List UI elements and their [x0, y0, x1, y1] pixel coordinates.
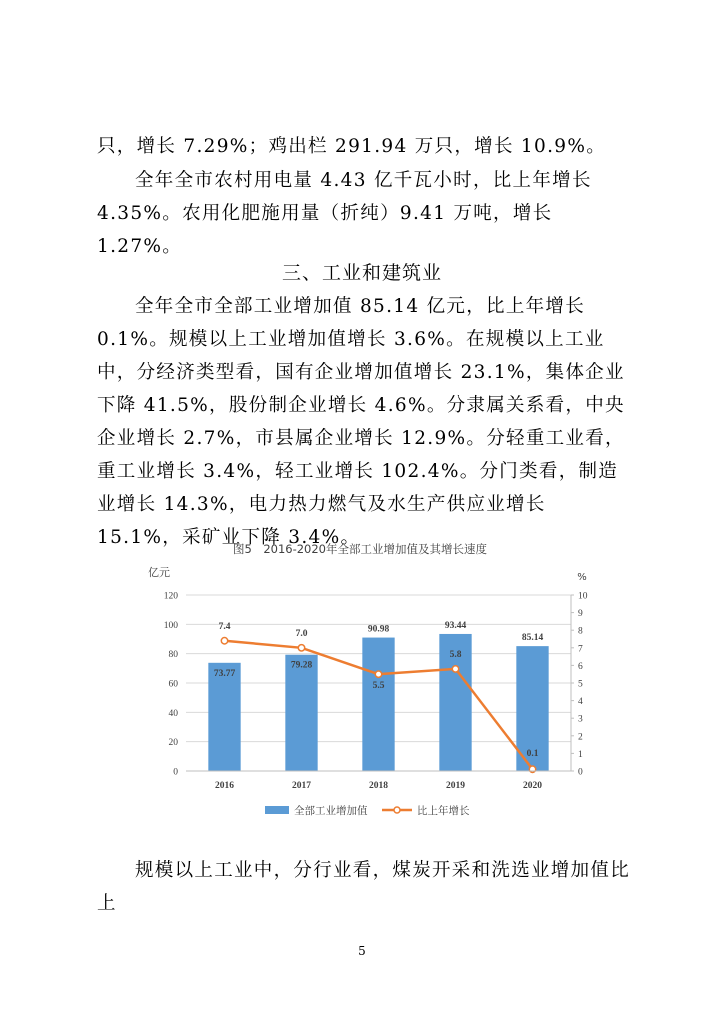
- category-label: 2018: [369, 781, 388, 791]
- bar-value-label: 93.44: [444, 620, 467, 631]
- chart-title: 图5 2016-2020年全部工业增加值及其增长速度: [233, 542, 487, 556]
- right-tick-label: 7: [578, 644, 583, 655]
- bar-value-label: 85.14: [521, 633, 544, 644]
- left-tick-label: 80: [168, 650, 178, 661]
- left-tick-label: 100: [163, 620, 178, 631]
- growth-value-label: 5.5: [372, 681, 385, 692]
- legend-bar-label: 全部工业增加值: [294, 805, 368, 817]
- bar-value-label: 79.28: [290, 660, 313, 671]
- left-tick-label: 60: [168, 679, 178, 690]
- growth-value-label: 7.0: [295, 628, 308, 639]
- right-tick-label: 0: [578, 767, 583, 778]
- growth-value-label: 7.4: [218, 621, 231, 632]
- paragraph-industry: 全年全市全部工业增加值 85.14 亿元，比上年增长 0.1%。规模以上工业增加值增长 3.6%。在规模以上工业中，分经济类型看，国有企业增加值增长 23.1%，集体企业下降 41.5%，股份制企业增长 4.6%。分隶属关系看，中央企业增长 2.7%，市县属企业增长 12.9%。分轻重工业看，重工业增长 3.4%，轻工业增长 102.4%。分门类看，制造业增长 14.3%，电力热力燃气及水生产供应业增长 15.1%，采矿业下降 3.4%。: [97, 296, 625, 548]
- left-tick-label: 20: [168, 738, 178, 749]
- bar-value-label: 90.98: [367, 624, 390, 635]
- right-axis-unit: %: [577, 572, 587, 583]
- category-label: 2016: [215, 781, 234, 791]
- growth-value-label: 5.8: [449, 649, 462, 660]
- industry-chart: [140, 536, 600, 826]
- bar-value-label: 73.77: [213, 668, 236, 679]
- section-heading: 三、工业和建筑业: [281, 262, 442, 284]
- right-tick-label: 8: [578, 626, 583, 637]
- right-tick-label: 5: [578, 679, 583, 690]
- right-tick-label: 1: [578, 749, 583, 760]
- category-label: 2020: [523, 781, 542, 791]
- category-label: 2017: [292, 781, 311, 791]
- legend-bar-swatch: [265, 806, 289, 814]
- right-tick-label: 4: [578, 697, 583, 708]
- left-tick-label: 0: [173, 767, 178, 778]
- legend-line-marker: [394, 807, 400, 813]
- growth-point-2019: [452, 666, 458, 672]
- paragraph-coal: 规模以上工业中，分行业看，煤炭开采和洗选业增加值比上: [97, 860, 631, 914]
- right-tick-label: 3: [578, 714, 583, 725]
- right-tick-label: 9: [578, 609, 583, 620]
- bar-2017: [285, 655, 317, 771]
- paragraph-livestock: 只，增长 7.29%；鸡出栏 291.94 万只，增长 10.9%。: [97, 136, 606, 157]
- left-tick-label: 120: [163, 591, 178, 602]
- right-tick-label: 10: [578, 591, 588, 602]
- growth-point-2017: [298, 645, 304, 651]
- category-label: 2019: [446, 781, 465, 791]
- left-tick-label: 40: [168, 708, 178, 719]
- paragraph-rural-electricity: 全年全市农村用电量 4.43 亿千瓦小时，比上年增长 4.35%。农用化肥施用量（折纯）9.41 万吨，增长 1.27%。: [97, 170, 592, 257]
- right-tick-label: 6: [578, 661, 583, 672]
- bar-2018: [362, 638, 394, 771]
- left-axis-unit: 亿元: [148, 566, 170, 579]
- growth-point-2018: [375, 671, 381, 677]
- page-number: 5: [358, 944, 366, 958]
- growth-value-label: 0.1: [526, 749, 539, 760]
- right-tick-label: 2: [578, 732, 583, 743]
- growth-point-2016: [221, 638, 227, 644]
- bar-2016: [208, 663, 240, 771]
- legend-line-label: 比上年增长: [417, 805, 470, 817]
